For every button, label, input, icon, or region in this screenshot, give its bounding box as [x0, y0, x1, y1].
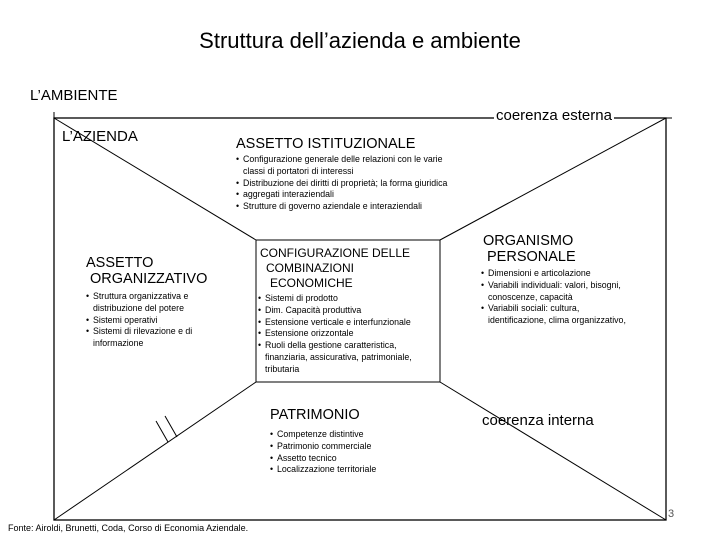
page-number: 3 — [668, 508, 675, 520]
list-item: • Ruoli della gestione caratteristica, finanziaria, assicurativa, patrimoniale, tributaria — [258, 340, 436, 375]
assetto-organizzativo-heading-2: ORGANIZZATIVO — [90, 271, 208, 287]
patrimonio-heading: PATRIMONIO — [270, 407, 360, 423]
list-item: • Estensione verticale e interfunzionale — [258, 317, 436, 329]
diagonal-top-right — [440, 118, 666, 240]
list-item: • Strutture di governo aziendale e interaziendali — [236, 201, 466, 213]
coerenza-esterna-label: coerenza esterna — [496, 107, 612, 124]
list-item: • Estensione orizzontale — [258, 328, 436, 340]
break-mark-2 — [165, 416, 177, 437]
organismo-heading-1: ORGANISMO — [483, 233, 574, 249]
organismo-block — [481, 233, 631, 327]
patrimonio-block — [270, 407, 440, 476]
slide-title: Struttura dell’azienda e ambiente — [199, 28, 521, 53]
list-item: • Sistemi di prodotto — [258, 293, 436, 305]
configurazione-block — [258, 246, 436, 376]
assetto-organizzativo-block — [86, 255, 208, 350]
list-item: • Sistemi operativi — [86, 315, 208, 327]
list-item: • Assetto tecnico — [270, 453, 440, 465]
list-item: • Dimensioni e articolazione — [481, 268, 631, 280]
assetto-istituzionale-list — [236, 154, 466, 213]
assetto-istituzionale-heading: ASSETTO ISTITUZIONALE — [236, 136, 416, 152]
configurazione-list — [258, 293, 436, 376]
coerenza-interna-label: coerenza interna — [482, 412, 594, 429]
diagonal-bottom-right — [440, 382, 666, 520]
organismo-list — [481, 268, 631, 327]
list-item: • Sistemi di rilevazione e di informazione — [86, 326, 208, 350]
diagonal-bottom-left — [54, 382, 256, 520]
list-item: • Distribuzione dei diritti di proprietà; la forma giuridica — [236, 178, 466, 190]
list-item: • aggregati interaziendali — [236, 189, 466, 201]
configurazione-heading-2: COMBINAZIONI — [266, 261, 355, 275]
patrimonio-list — [270, 429, 440, 476]
list-item: • Localizzazione territoriale — [270, 464, 440, 476]
list-item: • Struttura organizzativa e distribuzione del potere — [86, 291, 208, 315]
organismo-heading-2: PERSONALE — [487, 249, 576, 265]
assetto-organizzativo-list — [86, 291, 208, 350]
list-item: • Variabili sociali: cultura, identificazione, clima organizzativo, — [481, 303, 631, 327]
configurazione-heading-3: ECONOMICHE — [270, 276, 353, 290]
break-mark-1 — [156, 421, 168, 442]
list-item: • Patrimonio commerciale — [270, 441, 440, 453]
assetto-organizzativo-heading-1: ASSETTO — [86, 255, 154, 271]
list-item: • Dim. Capacità produttiva — [258, 305, 436, 317]
assetto-istituzionale-block — [236, 136, 466, 213]
ambiente-label: L’AMBIENTE — [30, 87, 118, 104]
list-item: • Configurazione generale delle relazioni con le varie classi di portatori di interessi — [236, 154, 466, 178]
list-item: • Competenze distintive — [270, 429, 440, 441]
azienda-label: L’AZIENDA — [62, 128, 138, 145]
configurazione-heading-1: CONFIGURAZIONE DELLE — [260, 246, 411, 260]
source-caption: Fonte: Airoldi, Brunetti, Coda, Corso di Economia Aziendale. — [8, 523, 249, 533]
list-item: • Variabili individuali: valori, bisogni, conoscenze, capacità — [481, 280, 631, 304]
